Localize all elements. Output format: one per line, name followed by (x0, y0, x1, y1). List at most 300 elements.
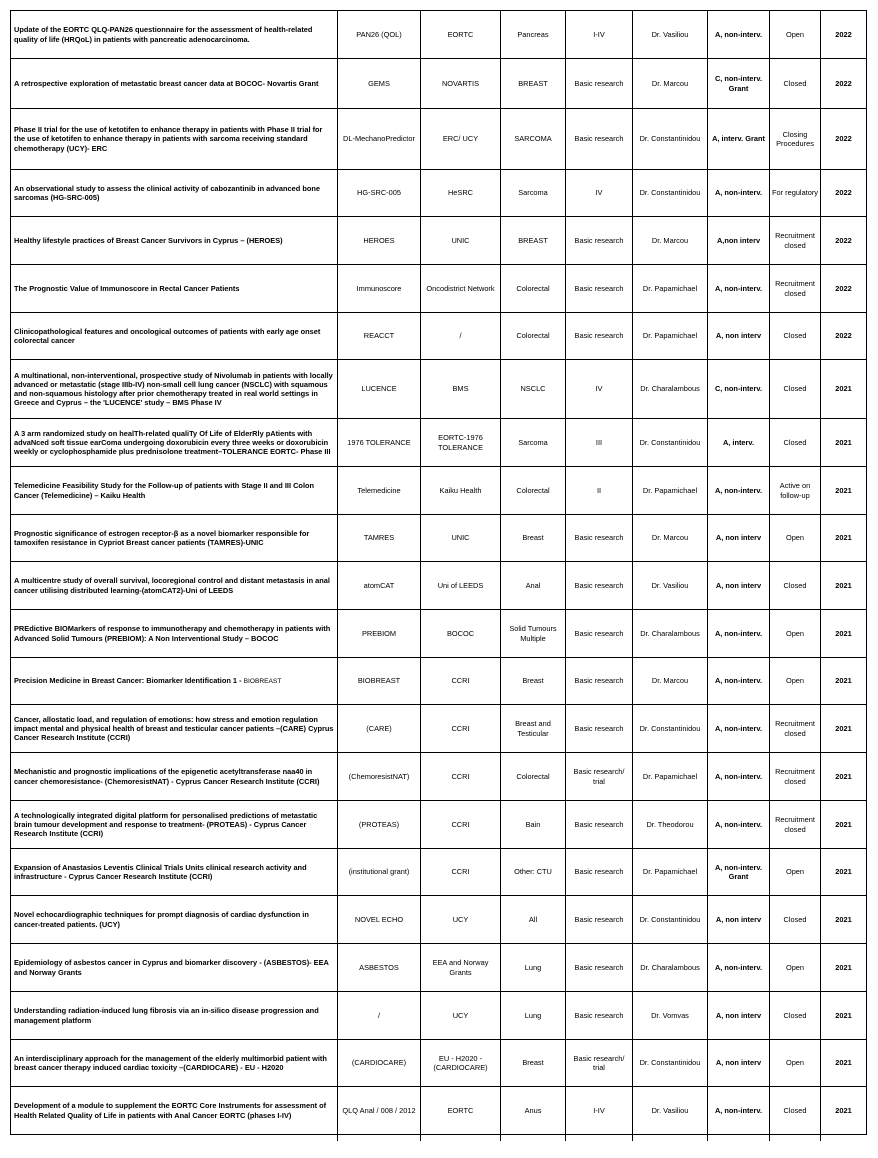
study-status (770, 170, 821, 217)
study-investigator-text: Dr. Constantinidou (639, 134, 701, 144)
study-investigator (633, 1040, 708, 1087)
study-acronym (338, 360, 421, 419)
study-investigator (633, 360, 708, 419)
study-phase-text: Basic research (574, 533, 624, 543)
study-acronym-text: NOVEL ECHO (354, 914, 404, 924)
study-year-text: 2022 (835, 78, 852, 88)
table-row (11, 313, 867, 360)
table-row (11, 515, 867, 562)
study-site-text: Solid Tumours Multiple (509, 624, 557, 643)
study-phase-text: Basic research (574, 78, 624, 88)
study-sponsor-text: ERC/ UCY (442, 134, 479, 144)
study-status (770, 419, 821, 467)
study-status (770, 217, 821, 265)
study-status-text: For regulatory (772, 188, 819, 198)
study-phase-text: III (595, 437, 603, 447)
study-sponsor-text: Uni of LEEDS (437, 580, 484, 590)
study-site-text: Colorectal (516, 283, 550, 293)
study-sponsor (421, 992, 501, 1040)
table-row (11, 610, 867, 658)
study-sponsor (421, 59, 501, 109)
study-site (501, 170, 566, 217)
study-type-text: A, non-interv. (714, 188, 763, 198)
study-acronym (338, 313, 421, 360)
study-title-text: Mechanistic and prognostic implications of the epigenetic acetyltransferase naa40 in cancer chemoresistance- (ChemoresistNAT) - Cyprus Cancer Research Institute (CCRI) (14, 767, 320, 786)
study-title-suffix: BIOBREAST (243, 677, 282, 685)
study-phase-text: I-IV (593, 29, 605, 39)
study-year (821, 610, 867, 658)
table-row (11, 705, 867, 753)
study-site (501, 992, 566, 1040)
empty-cell (821, 1135, 867, 1141)
study-year (821, 419, 867, 467)
study-type-text: A, non-interv. (714, 771, 763, 781)
study-phase-text: IV (595, 188, 603, 198)
study-sponsor (421, 467, 501, 515)
study-title (11, 562, 338, 610)
study-phase-text: Basic research (574, 1010, 624, 1020)
study-investigator (633, 265, 708, 313)
study-title (11, 1087, 338, 1135)
study-type-text: A, non interv (715, 331, 762, 341)
study-sponsor-text: UNIC (451, 533, 470, 543)
study-acronym (338, 515, 421, 562)
study-phase-text: Basic research (574, 580, 624, 590)
study-status-text: Open (785, 533, 805, 543)
study-site-text: Sarcoma (518, 437, 548, 447)
study-title-text: A 3 arm randomized study on healTh-related qualiTy Of Life of ElderRly pAtients with advaNced soft tissue earComa undergoing doxorubicin every three weeks or doxorubicin weekly or cyclophosphamide plus prednisolone treatment–TOLERANCE EORTC- Phase III (14, 428, 331, 457)
study-site (501, 109, 566, 170)
study-sponsor-text: CCRI (451, 771, 470, 781)
study-phase (566, 170, 633, 217)
study-title-text: An interdisciplinary approach for the management of the elderly multimorbid patient with breast cancer therapy induced cardiac toxicity –(CARDIOCARE) - EU - H2020 (14, 1053, 327, 1072)
study-type-text: A, non interv (715, 1010, 762, 1020)
study-phase-text: Basic research (574, 235, 624, 245)
study-status-text: Open (785, 962, 805, 972)
study-title (11, 467, 338, 515)
study-year (821, 705, 867, 753)
study-acronym-text: HEROES (363, 235, 395, 245)
study-year (821, 265, 867, 313)
study-year-text: 2021 (835, 533, 852, 543)
study-site (501, 610, 566, 658)
study-type (708, 753, 770, 801)
table-row (11, 217, 867, 265)
study-type (708, 992, 770, 1040)
study-investigator (633, 419, 708, 467)
study-type-text: A, non interv (715, 533, 762, 543)
study-type-text: C, non-interv. (714, 384, 763, 394)
study-acronym-text: (CARDIOCARE) (351, 1058, 407, 1068)
study-investigator-text: Dr. Marcou (651, 676, 689, 686)
study-phase-text: Basic research (574, 283, 624, 293)
study-sponsor (421, 944, 501, 992)
study-phase (566, 562, 633, 610)
study-status-text: Active on follow-up (779, 481, 811, 500)
study-investigator (633, 170, 708, 217)
study-type-text: C, non-interv. Grant (714, 74, 763, 93)
table-row (11, 265, 867, 313)
study-type (708, 658, 770, 705)
study-investigator-text: Dr. Vasiliou (651, 580, 689, 590)
study-status (770, 896, 821, 944)
study-sponsor-text: EU - H2020 - (CARDIOCARE) (433, 1053, 488, 1072)
study-type-text: A, non-interv. (714, 676, 763, 686)
study-acronym-text: 1976 TOLERANCE (347, 437, 411, 447)
study-status (770, 467, 821, 515)
table-row (11, 59, 867, 109)
study-phase (566, 1087, 633, 1135)
study-acronym-text: PREBIOM (361, 628, 397, 638)
study-phase-text: Basic research (574, 867, 624, 877)
study-investigator-text: Dr. Constantinidou (639, 437, 701, 447)
study-investigator-text: Dr. Vasiliou (651, 29, 689, 39)
study-year-text: 2022 (835, 29, 852, 39)
study-acronym (338, 562, 421, 610)
study-year (821, 801, 867, 849)
table-row (11, 170, 867, 217)
study-sponsor (421, 217, 501, 265)
study-acronym-text: REACCT (363, 331, 395, 341)
study-type (708, 944, 770, 992)
empty-cell (566, 1135, 633, 1141)
study-phase-text: Basic research (574, 331, 624, 341)
study-status (770, 658, 821, 705)
study-acronym-text: (institutional grant) (348, 867, 410, 877)
study-investigator-text: Dr. Marcou (651, 235, 689, 245)
study-site (501, 1040, 566, 1087)
study-site (501, 515, 566, 562)
study-year-text: 2022 (835, 134, 852, 144)
study-status-text: Closed (783, 914, 807, 924)
study-investigator (633, 1087, 708, 1135)
study-sponsor (421, 1040, 501, 1087)
study-site (501, 658, 566, 705)
study-title (11, 801, 338, 849)
studies-table (10, 10, 867, 1141)
study-title (11, 59, 338, 109)
study-title (11, 170, 338, 217)
study-sponsor (421, 109, 501, 170)
study-site-text: Breast (522, 676, 544, 686)
study-acronym-text: / (377, 1010, 381, 1020)
study-status (770, 562, 821, 610)
study-type-text: A, non-interv. (714, 29, 763, 39)
study-investigator (633, 515, 708, 562)
study-investigator-text: Dr. Charalambous (640, 384, 700, 394)
study-acronym-text: GEMS (368, 78, 390, 88)
study-investigator-text: Dr. Theodorou (646, 819, 694, 829)
study-year-text: 2021 (835, 485, 852, 495)
study-investigator (633, 11, 708, 59)
study-site-text: Bain (525, 819, 541, 829)
study-investigator (633, 658, 708, 705)
study-acronym (338, 59, 421, 109)
study-title-text: Cancer, allostatic load, and regulation of emotions: how stress and emotion regulation impact mental and physical health of breast and testicular cancer patients –(CARE) Cyprus Cancer Research Institute (CCRI) (14, 714, 334, 743)
study-phase (566, 109, 633, 170)
study-investigator (633, 610, 708, 658)
study-type-text: A, non-interv. (714, 1105, 763, 1115)
study-title (11, 360, 338, 419)
study-year (821, 467, 867, 515)
study-title-text: PREdictive BIOMarkers of response to immunotherapy and chemotherapy in patients with Advanced Solid Tumours (PREBIOM): A Non Interventional Study – BOCOC (14, 624, 331, 643)
study-title (11, 849, 338, 896)
study-type-text: A, non interv (715, 580, 762, 590)
study-type (708, 515, 770, 562)
study-acronym-text: (ChemoresistNAT) (348, 771, 410, 781)
study-investigator-text: Dr. Papamichael (642, 331, 698, 341)
study-type (708, 59, 770, 109)
study-phase (566, 896, 633, 944)
study-status-text: Closing Procedures (776, 129, 814, 148)
study-sponsor-text: HeSRC (447, 188, 474, 198)
study-status-text: Recruitment closed (775, 719, 815, 738)
study-title (11, 265, 338, 313)
study-year-text: 2021 (835, 384, 852, 394)
study-title-text: A retrospective exploration of metastatic breast cancer data at BOCOC- Novartis Grant (14, 78, 319, 88)
study-acronym-text: Telemedicine (357, 485, 401, 495)
study-title-text: Precision Medicine in Breast Cancer: Biomarker Identification 1 - (14, 675, 242, 685)
study-type (708, 11, 770, 59)
study-year-text: 2022 (835, 188, 852, 198)
study-year (821, 59, 867, 109)
study-phase-text: IV (595, 384, 603, 394)
table-row (11, 896, 867, 944)
study-year-text: 2021 (835, 819, 852, 829)
study-site-text: Sarcoma (518, 188, 548, 198)
study-investigator (633, 467, 708, 515)
study-site (501, 562, 566, 610)
study-site-text: All (528, 914, 538, 924)
study-title-text: Expansion of Anastasios Leventis Clinical Trials Units clinical research activity and infrastructure - Cyprus Cancer Research Institute (CCRI) (14, 862, 307, 881)
study-site-text: NSCLC (520, 384, 546, 394)
study-acronym (338, 11, 421, 59)
study-investigator-text: Dr. Charalambous (640, 628, 700, 638)
study-acronym-text: BIOBREAST (357, 676, 401, 686)
study-status-text: Closed (783, 1105, 807, 1115)
study-investigator (633, 562, 708, 610)
study-investigator-text: Dr. Constantinidou (639, 1058, 701, 1068)
study-type (708, 419, 770, 467)
table-row (11, 849, 867, 896)
table-row (11, 801, 867, 849)
study-type (708, 265, 770, 313)
study-acronym-text: (PROTEAS) (358, 819, 400, 829)
table-body (11, 11, 867, 1141)
study-status (770, 1040, 821, 1087)
study-sponsor-text: EORTC (447, 29, 474, 39)
study-acronym-text: PAN26 (QOL) (356, 29, 402, 39)
study-year (821, 170, 867, 217)
study-status-text: Open (785, 628, 805, 638)
study-title (11, 419, 338, 467)
study-status-text: Recruitment closed (775, 279, 815, 298)
study-acronym (338, 992, 421, 1040)
study-investigator-text: Dr. Vasiliou (651, 1105, 689, 1115)
study-sponsor-text: UCY (452, 914, 469, 924)
study-phase-text: Basic research (574, 914, 624, 924)
study-type-text: A, non-interv. (714, 962, 763, 972)
study-type (708, 1040, 770, 1087)
study-acronym-text: ASBESTOS (359, 962, 399, 972)
study-status (770, 265, 821, 313)
study-phase (566, 265, 633, 313)
study-site-text: Breast (522, 533, 544, 543)
study-status-text: Closed (783, 580, 807, 590)
study-title-text: Phase II trial for the use of ketotifen to enhance therapy in patients with Phase II trial for the use of ketotifen to enhance therapy in patients with sarcoma receiving standard chemotherapy (UCY)- ERC (14, 125, 323, 153)
study-acronym (338, 753, 421, 801)
study-site (501, 313, 566, 360)
study-sponsor (421, 11, 501, 59)
study-acronym-text: (CARE) (366, 723, 392, 733)
study-year-text: 2022 (835, 283, 852, 293)
study-type (708, 610, 770, 658)
study-year-text: 2022 (835, 235, 852, 245)
study-type-text: A, non-interv. (714, 723, 763, 733)
study-title-text: Telemedicine Feasibility Study for the Follow-up of patients with Stage II and III Colon Cancer (Telemedicine) – Kaiku Health (14, 481, 315, 500)
study-status (770, 801, 821, 849)
study-acronym (338, 658, 421, 705)
empty-cell (633, 1135, 708, 1141)
study-title (11, 992, 338, 1040)
study-status-text: Open (785, 29, 805, 39)
study-type (708, 217, 770, 265)
study-acronym (338, 467, 421, 515)
empty-cell (11, 1135, 338, 1141)
table-row (11, 1040, 867, 1087)
study-site-text: BREAST (518, 235, 548, 245)
study-status-text: Recruitment closed (775, 767, 815, 786)
study-sponsor (421, 313, 501, 360)
study-type (708, 562, 770, 610)
study-sponsor (421, 419, 501, 467)
study-type-text: A, non interv (715, 1058, 762, 1068)
study-type (708, 170, 770, 217)
study-acronym (338, 217, 421, 265)
study-site-text: Lung (524, 1010, 542, 1020)
study-investigator-text: Dr. Papamichael (642, 867, 698, 877)
study-sponsor (421, 265, 501, 313)
study-title-text: A technologically integrated digital platform for personalised predictions of metastatic brain tumour development and response to treatment- (PROTEAS) - Cyprus Cancer Research Institute (CCRI) (14, 810, 318, 839)
study-year (821, 944, 867, 992)
study-phase-text: Basic research (574, 628, 624, 638)
study-type-text: A, non-interv. Grant (714, 862, 763, 881)
study-title-text: A multinational, non-interventional, prospective study of Nivolumab in patients with locally advanced or metastatic (stage IIIb-IV) non-small cell lung cancer (NSCLC) with squamous and non-squamous histology after prior chemotherapy treated in real world settings in Greece and Cyprus – the 'LUCENCE' study – BMS Phase IV (14, 370, 333, 408)
study-year (821, 1040, 867, 1087)
study-year-text: 2021 (835, 580, 852, 590)
empty-cell (770, 1135, 821, 1141)
study-acronym (338, 419, 421, 467)
table-row (11, 360, 867, 419)
study-title-text: Understanding radiation-induced lung fibrosis via an in-silico disease progression and management platform (14, 1006, 319, 1025)
study-site-text: Colorectal (516, 485, 550, 495)
study-investigator-text: Dr. Constantinidou (639, 723, 701, 733)
study-acronym (338, 801, 421, 849)
study-phase (566, 753, 633, 801)
study-title-text: Update of the EORTC QLQ-PAN26 questionnaire for the assessment of health-related quality of life (HRQoL) in patients with pancreatic adenocarcinoma. (14, 25, 313, 44)
study-sponsor (421, 610, 501, 658)
study-status (770, 849, 821, 896)
study-status (770, 1087, 821, 1135)
study-acronym (338, 109, 421, 170)
study-phase-text: Basic research (574, 676, 624, 686)
study-type (708, 109, 770, 170)
study-site (501, 265, 566, 313)
study-site-text: Anal (525, 580, 541, 590)
study-year (821, 360, 867, 419)
study-year-text: 2021 (835, 437, 852, 447)
study-site-text: Lung (524, 962, 542, 972)
study-status (770, 610, 821, 658)
study-title (11, 658, 338, 705)
study-investigator (633, 944, 708, 992)
study-status-text: Closed (783, 437, 807, 447)
study-year-text: 2021 (835, 962, 852, 972)
study-title (11, 1040, 338, 1087)
study-title (11, 944, 338, 992)
study-site-text: Colorectal (516, 771, 550, 781)
study-sponsor-text: NOVARTIS (441, 78, 480, 88)
study-site-text: Breast and Testicular (515, 719, 551, 738)
study-year (821, 896, 867, 944)
study-year (821, 658, 867, 705)
study-year-text: 2021 (835, 1058, 852, 1068)
study-type-text: A, non interv (715, 914, 762, 924)
study-acronym (338, 170, 421, 217)
study-investigator (633, 109, 708, 170)
study-investigator-text: Dr. Charalambous (640, 962, 700, 972)
study-site (501, 1087, 566, 1135)
table-row (11, 11, 867, 59)
study-status (770, 313, 821, 360)
study-year-text: 2021 (835, 867, 852, 877)
study-phase-text: II (596, 485, 602, 495)
study-investigator (633, 753, 708, 801)
study-sponsor-text: CCRI (451, 867, 470, 877)
study-sponsor (421, 753, 501, 801)
study-acronym (338, 944, 421, 992)
study-phase (566, 467, 633, 515)
study-phase (566, 944, 633, 992)
study-title (11, 896, 338, 944)
study-status-text: Recruitment closed (775, 815, 815, 834)
study-year-text: 2022 (835, 331, 852, 341)
study-title-text: An observational study to assess the clinical activity of cabozantinib in advanced bone sarcomas (HG-SRC-005) (14, 183, 320, 202)
study-title (11, 217, 338, 265)
study-phase (566, 360, 633, 419)
study-title (11, 753, 338, 801)
study-year (821, 11, 867, 59)
study-year-text: 2021 (835, 628, 852, 638)
empty-cell (338, 1135, 421, 1141)
study-acronym (338, 1040, 421, 1087)
study-site (501, 849, 566, 896)
study-sponsor-text: BOCOC (446, 628, 475, 638)
study-year (821, 1087, 867, 1135)
study-investigator (633, 59, 708, 109)
study-year-text: 2021 (835, 1010, 852, 1020)
table-row (11, 562, 867, 610)
study-year (821, 562, 867, 610)
study-investigator-text: Dr. Constantinidou (639, 914, 701, 924)
study-site (501, 753, 566, 801)
study-sponsor (421, 705, 501, 753)
study-investigator (633, 992, 708, 1040)
study-status (770, 109, 821, 170)
study-acronym-text: Immunoscore (356, 283, 402, 293)
study-sponsor (421, 515, 501, 562)
study-site (501, 944, 566, 992)
